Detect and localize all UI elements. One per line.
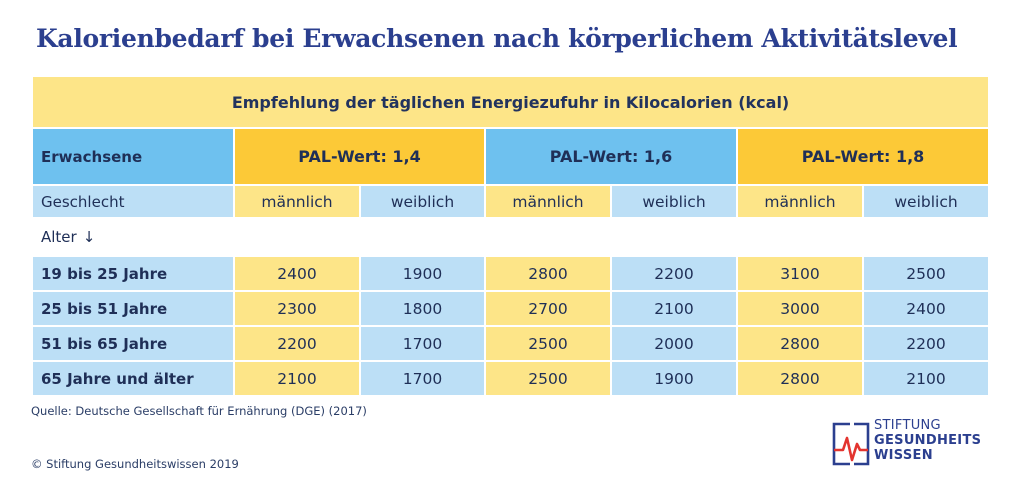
kcal-value-cell: 2100: [863, 361, 989, 396]
kcal-value-cell: 2800: [737, 361, 863, 396]
age-group-label: 25 bis 51 Jahre: [32, 291, 234, 326]
sex-header: weiblich: [360, 185, 485, 218]
kcal-value-cell: 2500: [485, 361, 611, 396]
kcal-value-cell: 1900: [611, 361, 737, 396]
kcal-value-cell: 2700: [485, 291, 611, 326]
empty-cell: [234, 218, 360, 256]
kcal-value-cell: 2500: [863, 256, 989, 291]
kcal-value-cell: 2400: [863, 291, 989, 326]
sex-header: männlich: [485, 185, 611, 218]
kcal-value-cell: 2100: [611, 291, 737, 326]
table-row: [32, 291, 989, 326]
kcal-value-cell: 3100: [737, 256, 863, 291]
sex-header: männlich: [737, 185, 863, 218]
heartbeat-logo-icon: [832, 422, 870, 466]
kcal-value-cell: 2000: [611, 326, 737, 361]
age-label: Alter: [41, 228, 77, 246]
calorie-table: [31, 75, 990, 397]
table-data-body: [32, 256, 989, 396]
pal-header-3: PAL-Wert: 1,8: [737, 128, 989, 185]
table-super-header: Empfehlung der täglichen Energiezufuhr in Kilocalorien (kcal): [32, 76, 989, 128]
age-header-row: [32, 218, 989, 256]
sex-header: weiblich: [863, 185, 989, 218]
sex-row: [32, 185, 989, 218]
empty-cell: [360, 218, 485, 256]
kcal-value-cell: 1700: [360, 326, 485, 361]
table-row: [32, 326, 989, 361]
logo-line-3: WISSEN: [874, 448, 933, 463]
age-group-label: 51 bis 65 Jahre: [32, 326, 234, 361]
logo-wordmark: [874, 418, 981, 463]
kcal-value-cell: 1700: [360, 361, 485, 396]
logo-line-1: STIFTUNG: [874, 418, 941, 433]
row-group-label: Erwachsene: [32, 128, 234, 185]
kcal-value-cell: 1900: [360, 256, 485, 291]
age-label-cell: [32, 218, 234, 256]
table-row: [32, 256, 989, 291]
kcal-value-cell: 2200: [863, 326, 989, 361]
kcal-value-cell: 2400: [234, 256, 360, 291]
empty-cell: [611, 218, 737, 256]
sex-header: weiblich: [611, 185, 737, 218]
kcal-value-cell: 2200: [234, 326, 360, 361]
kcal-value-cell: 2200: [611, 256, 737, 291]
kcal-value-cell: 1800: [360, 291, 485, 326]
copyright-note: © Stiftung Gesundheitswissen 2019: [31, 457, 239, 471]
kcal-value-cell: 3000: [737, 291, 863, 326]
page-title: Kalorienbedarf bei Erwachsenen nach körperlichem Aktivitätslevel: [36, 24, 958, 53]
kcal-value-cell: 2800: [485, 256, 611, 291]
age-group-label: 65 Jahre und älter: [32, 361, 234, 396]
pal-row: [32, 128, 989, 185]
pal-header-2: PAL-Wert: 1,6: [485, 128, 737, 185]
age-group-label: 19 bis 25 Jahre: [32, 256, 234, 291]
stiftung-logo: [832, 418, 1012, 470]
sex-header: männlich: [234, 185, 360, 218]
pal-header-1: PAL-Wert: 1,4: [234, 128, 485, 185]
kcal-value-cell: 2300: [234, 291, 360, 326]
kcal-value-cell: 2100: [234, 361, 360, 396]
logo-line-2: GESUNDHEITS: [874, 433, 982, 448]
empty-cell: [485, 218, 611, 256]
table-row: [32, 361, 989, 396]
arrow-down-icon: ↓: [82, 228, 96, 246]
empty-cell: [863, 218, 989, 256]
kcal-value-cell: 2500: [485, 326, 611, 361]
kcal-value-cell: 2800: [737, 326, 863, 361]
table-header-row: [32, 76, 989, 128]
empty-cell: [737, 218, 863, 256]
source-note: Quelle: Deutsche Gesellschaft für Ernährung (DGE) (2017): [31, 404, 367, 418]
sex-label: Geschlecht: [32, 185, 234, 218]
